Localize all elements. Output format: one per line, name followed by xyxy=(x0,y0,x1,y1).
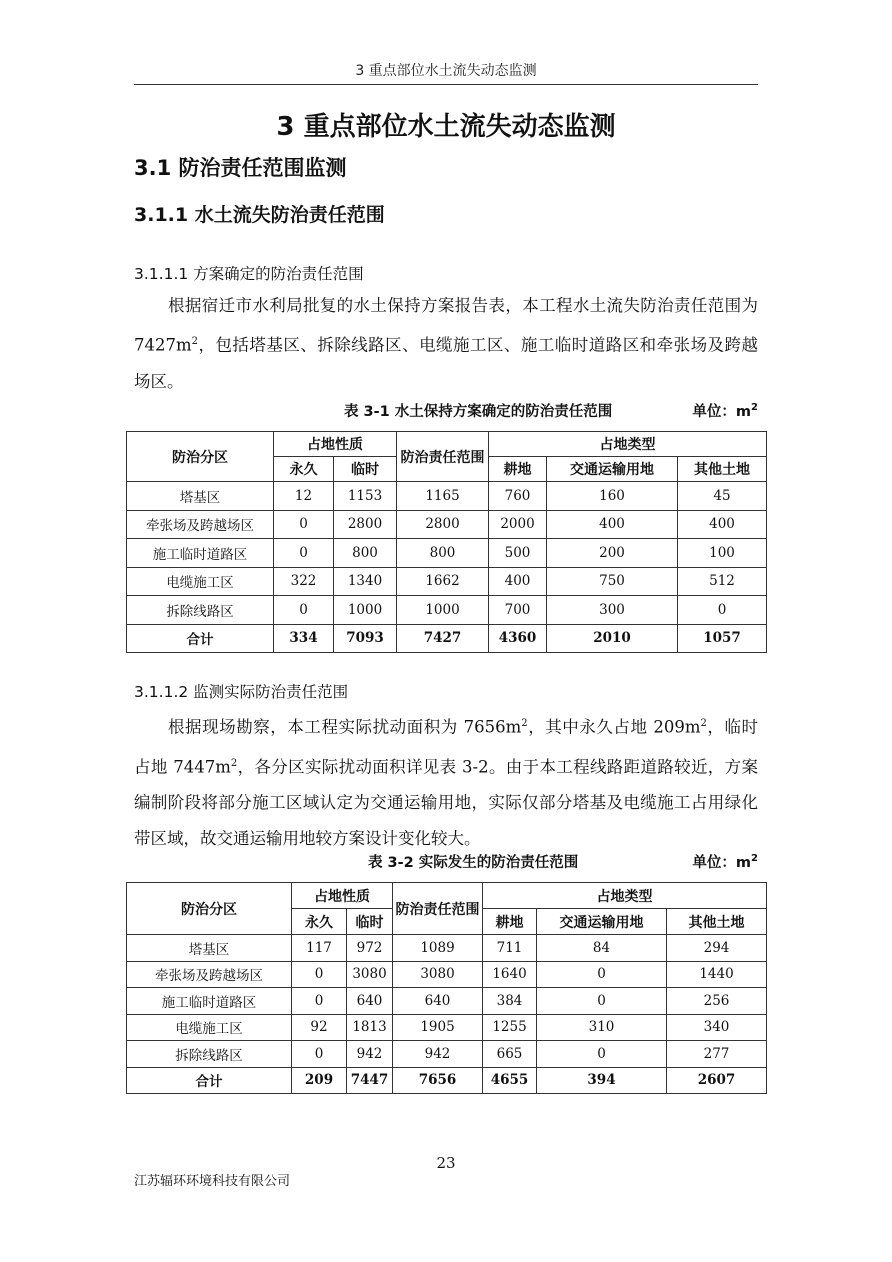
table-row xyxy=(127,567,767,596)
table-cell: 640 xyxy=(393,988,483,1015)
paragraph-text: ，各分区实际扰动面积详见表 3-2。由于本工程线路距道路较近，方案编制阶段将部分施工区域认定为交通运输用地，实际仅部分塔基及电缆施工占用绿化带区域，故交通运输用地较方案设计变化较大。 xyxy=(134,757,758,848)
table-cell: 0 xyxy=(274,539,334,568)
table-row xyxy=(127,935,767,962)
table-cell: 2800 xyxy=(397,510,489,539)
header-farmland: 耕地 xyxy=(483,909,537,935)
zone-name-cell: 拆除线路区 xyxy=(127,596,274,625)
table-cell: 711 xyxy=(483,935,537,962)
paragraph-actual-scope xyxy=(134,706,758,857)
table-planned-scope xyxy=(126,431,767,653)
header-temporary: 临时 xyxy=(334,457,397,482)
table-cell: 0 xyxy=(537,988,667,1015)
total-cell: 1057 xyxy=(678,624,767,653)
table-cell: 45 xyxy=(678,482,767,511)
table-cell: 1662 xyxy=(397,567,489,596)
paragraph-text: ，临时占地 7447m xyxy=(134,717,758,776)
table-cell: 1440 xyxy=(667,961,767,988)
table-cell: 0 xyxy=(292,988,347,1015)
table-cell: 1000 xyxy=(397,596,489,625)
table-cell: 1905 xyxy=(393,1014,483,1041)
table-header-row xyxy=(127,883,767,909)
table-cell: 512 xyxy=(678,567,767,596)
table-cell: 1813 xyxy=(347,1014,393,1041)
table-cell: 1255 xyxy=(483,1014,537,1041)
table-row xyxy=(127,1041,767,1068)
table-cell: 0 xyxy=(292,1041,347,1068)
table-total-row xyxy=(127,624,767,653)
table-cell: 2800 xyxy=(334,510,397,539)
table-cell: 92 xyxy=(292,1014,347,1041)
table-total-row xyxy=(127,1067,767,1094)
superscript: 2 xyxy=(700,718,707,729)
table-cell: 3080 xyxy=(347,961,393,988)
header-land-type: 占地类型 xyxy=(489,432,767,457)
header-land-nature: 占地性质 xyxy=(274,432,397,457)
total-cell: 7656 xyxy=(393,1067,483,1094)
zone-name-cell: 牵张场及跨越场区 xyxy=(127,510,274,539)
table-cell: 310 xyxy=(537,1014,667,1041)
total-cell: 4655 xyxy=(483,1067,537,1094)
header-transport: 交通运输用地 xyxy=(537,909,667,935)
table-cell: 117 xyxy=(292,935,347,962)
total-cell: 4360 xyxy=(489,624,547,653)
table-cell: 0 xyxy=(292,961,347,988)
table-cell: 1165 xyxy=(397,482,489,511)
table-row xyxy=(127,596,767,625)
table-cell: 760 xyxy=(489,482,547,511)
zone-name-cell: 牵张场及跨越场区 xyxy=(127,961,292,988)
table-cell: 322 xyxy=(274,567,334,596)
company-name: 江苏辐环环境科技有限公司 xyxy=(134,1174,291,1189)
header-farmland: 耕地 xyxy=(489,457,547,482)
table-cell: 2000 xyxy=(489,510,547,539)
header-land-nature: 占地性质 xyxy=(292,883,393,909)
table-cell: 972 xyxy=(347,935,393,962)
paragraph-planned-scope xyxy=(134,288,758,400)
table-cell: 200 xyxy=(547,539,678,568)
total-label-cell: 合计 xyxy=(127,624,274,653)
table-cell: 277 xyxy=(667,1041,767,1068)
header-zone: 防治分区 xyxy=(127,432,274,482)
running-header: 3 重点部位水土流失动态监测 xyxy=(355,63,537,79)
table-cell: 0 xyxy=(537,961,667,988)
table-cell: 100 xyxy=(678,539,767,568)
total-label-cell: 合计 xyxy=(127,1067,292,1094)
total-cell: 7427 xyxy=(397,624,489,653)
total-cell: 7093 xyxy=(334,624,397,653)
paragraph-text: 根据宿迁市水利局批复的水土保持方案报告表，本工程水土流失防治责任范围为 7427m xyxy=(134,296,758,355)
table-cell: 1153 xyxy=(334,482,397,511)
header-scope: 防治责任范围 xyxy=(393,883,483,935)
table-cell: 400 xyxy=(489,567,547,596)
table-caption-3-2 xyxy=(134,851,758,873)
superscript: 2 xyxy=(191,336,199,347)
table-row xyxy=(127,482,767,511)
paragraph-text: ，包括塔基区、拆除线路区、电缆施工区、施工临时道路区和牵张场及跨越场区。 xyxy=(134,335,758,391)
total-cell: 394 xyxy=(537,1067,667,1094)
table-cell: 700 xyxy=(489,596,547,625)
table-cell: 665 xyxy=(483,1041,537,1068)
table-row xyxy=(127,1014,767,1041)
superscript: 2 xyxy=(521,718,528,729)
header-land-type: 占地类型 xyxy=(483,883,767,909)
header-permanent: 永久 xyxy=(292,909,347,935)
caption-title: 表 3-1 水土保持方案确定的防治责任范围 xyxy=(344,404,613,420)
table-cell: 640 xyxy=(347,988,393,1015)
table-row xyxy=(127,510,767,539)
table-cell: 384 xyxy=(483,988,537,1015)
zone-name-cell: 拆除线路区 xyxy=(127,1041,292,1068)
unit-text: 单位：m xyxy=(692,855,752,871)
total-cell: 7447 xyxy=(347,1067,393,1094)
table-caption-3-1 xyxy=(134,400,758,422)
zone-name-cell: 塔基区 xyxy=(127,935,292,962)
caption-unit xyxy=(692,851,758,872)
table-cell: 500 xyxy=(489,539,547,568)
zone-name-cell: 施工临时道路区 xyxy=(127,988,292,1015)
table-row xyxy=(127,988,767,1015)
paragraph-text: 根据现场勘察，本工程实际扰动面积为 7656m xyxy=(168,717,522,737)
table-cell: 1640 xyxy=(483,961,537,988)
zone-name-cell: 塔基区 xyxy=(127,482,274,511)
section-heading-3-1: 3.1 防治责任范围监测 xyxy=(134,156,347,180)
unit-text: 单位：m xyxy=(692,404,752,420)
page-number: 23 xyxy=(436,1154,456,1172)
table-header-row xyxy=(127,432,767,457)
table-cell: 400 xyxy=(678,510,767,539)
header-rule xyxy=(134,84,758,85)
table-cell: 1340 xyxy=(334,567,397,596)
zone-name-cell: 电缆施工区 xyxy=(127,567,274,596)
header-permanent: 永久 xyxy=(274,457,334,482)
table-cell: 800 xyxy=(334,539,397,568)
table-cell: 12 xyxy=(274,482,334,511)
table-cell: 1089 xyxy=(393,935,483,962)
superscript: 2 xyxy=(751,853,758,865)
superscript: 2 xyxy=(751,402,758,414)
header-other: 其他土地 xyxy=(667,909,767,935)
total-cell: 2010 xyxy=(547,624,678,653)
subsection-heading-3-1-1-2: 3.1.1.2 监测实际防治责任范围 xyxy=(134,683,349,701)
table-cell: 300 xyxy=(547,596,678,625)
header-transport: 交通运输用地 xyxy=(547,457,678,482)
table-cell: 750 xyxy=(547,567,678,596)
caption-title: 表 3-2 实际发生的防治责任范围 xyxy=(368,855,579,871)
header-other: 其他土地 xyxy=(678,457,767,482)
total-cell: 209 xyxy=(292,1067,347,1094)
caption-unit xyxy=(692,400,758,421)
superscript: 2 xyxy=(230,757,238,769)
section-heading-3-1-1: 3.1.1 水土流失防治责任范围 xyxy=(134,204,385,226)
header-temporary: 临时 xyxy=(347,909,393,935)
table-cell: 942 xyxy=(347,1041,393,1068)
table-cell: 160 xyxy=(547,482,678,511)
table-cell: 942 xyxy=(393,1041,483,1068)
header-scope: 防治责任范围 xyxy=(397,432,489,482)
total-cell: 2607 xyxy=(667,1067,767,1094)
table-cell: 3080 xyxy=(393,961,483,988)
table-cell: 294 xyxy=(667,935,767,962)
table-cell: 1000 xyxy=(334,596,397,625)
table-actual-scope xyxy=(126,882,767,1094)
table-cell: 0 xyxy=(678,596,767,625)
subsection-heading-3-1-1-1: 3.1.1.1 方案确定的防治责任范围 xyxy=(134,265,364,283)
chapter-title: 3 重点部位水土流失动态监测 xyxy=(276,112,616,142)
table-cell: 400 xyxy=(547,510,678,539)
table-cell: 0 xyxy=(274,510,334,539)
zone-name-cell: 电缆施工区 xyxy=(127,1014,292,1041)
table-cell: 0 xyxy=(537,1041,667,1068)
table-cell: 800 xyxy=(397,539,489,568)
table-cell: 340 xyxy=(667,1014,767,1041)
table-cell: 84 xyxy=(537,935,667,962)
zone-name-cell: 施工临时道路区 xyxy=(127,539,274,568)
table-row xyxy=(127,961,767,988)
total-cell: 334 xyxy=(274,624,334,653)
table-cell: 0 xyxy=(274,596,334,625)
header-zone: 防治分区 xyxy=(127,883,292,935)
paragraph-text: ，其中永久占地 209m xyxy=(527,717,701,737)
table-cell: 256 xyxy=(667,988,767,1015)
table-row xyxy=(127,539,767,568)
